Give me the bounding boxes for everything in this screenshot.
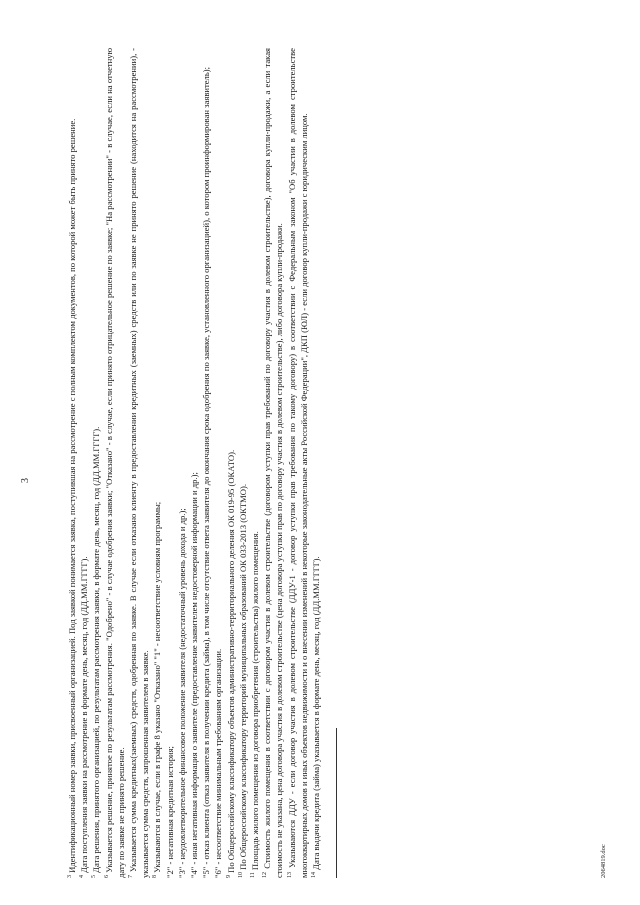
footnote [188,48,200,878]
footnote [103,48,127,878]
footnote [176,48,188,878]
footnote-text: Площадь жилого помещения из договора приобретения (строительства) жилого помещения. [250,531,261,871]
footnote-text: Идентификационный номер заявки, присвоенный организацией. Под заявкой понимается заявка, поступившая на рассмотрение с полным комплектом документов, по которой может быть принято решение. [67,118,77,873]
footnote-mark: 14 [311,872,318,878]
footnote-mark: 11 [250,872,257,878]
footnote [200,48,212,878]
footnote [261,48,285,878]
footnote-mark: 3 [67,875,73,878]
footnote-text: Стоимость жилого помещения в соответствии с договором участия в долевом строительстве (договором уступки прав требований по договору участия в долевом строительстве), договора купли-продажи, а если такая стоимость не указана, цена договора участия в долевом строительстве (цена договора уступки прав по договору участия в долевом строительстве), либо договора купли-продажи. [262,48,285,878]
footnote [310,48,322,878]
footnote-text: Указывается решение, принятое по результатам рассмотрения. "Одобрено" - в случае одобрения заявки; "Отказано" - в случае, если принято отрицательное решение по заявке; "На рассмотрении" - в случае, если на отчетную дату по заявке не принято решение. [103,48,126,878]
footnote-text: Указываются ДДУ - если договор участия в долевом строительстве (ДДУ-1 - договор уступки прав требования по такому договору) в соответствии с Федеральным законом "Об участии в долевом строительстве многоквартирных домов и иных объектов недвижимости и о внесении изменений в некоторые законодательные акты Российской Федерации", ДКП (ЮЛ) - если договор купли-продажи с юридическим лицом. [286,48,309,878]
footnote [164,48,176,878]
footnote [225,48,237,878]
footnote-text: Указывается сумма кредитных(заемных) средств, одобренная по заявке. В случае если отказано клиенту в предоставлении кредитных (заемных) средств или по заявке не принято решение (находится на рассмотрении), - указывается сумма средств, запрошенная заявителем в заявке. [128,48,151,878]
footnote [212,48,224,878]
footnotes [66,48,322,878]
footnote-text: Дата поступления заявки на рассмотрение в формате день, месяц, год (ДД.ММ.ГГГГ). [79,556,90,873]
footnote-mark: 10 [237,872,244,878]
footnote-text: По Общероссийскому классификатору территорий муниципальных образований ОК 033-2013 (ОКТМО). [237,484,248,870]
footnote [66,48,78,878]
footnote-mark: 4 [79,875,86,878]
footnote-text: Дата решения, принятого организацией, по результатам рассмотрения заявки, в формате день, месяц, год (ДД.ММ.ГГГГ). [91,426,102,873]
footnote [286,48,310,878]
footnote-text: Указываются в случае, если в графе 8 указано "Отказано" "1" - несоответствие условиям программы; [152,501,163,873]
footnote-text: По Общероссийскому классификатору объектов административно-территориального деления ОК 019-95 (ОКАТО). [225,449,236,873]
footnote-mark: 8 [152,875,159,878]
footnote-mark: 5 [91,875,98,878]
footnote-mark: 12 [262,872,269,878]
footnote-text: "2" - негативная кредитная история; [164,746,175,878]
footnote-text: Дата выдачи кредита (займа) указывается в формате день, месяц, год (ДД.ММ.ГГГГ). [311,556,322,870]
footnote-text: "6" - несоответствие минимальным требованиям организации. [213,648,224,878]
footnote-separator [336,728,337,878]
page-number: 3 [20,478,31,483]
footnote-mark: 13 [286,872,293,878]
footnote-text: "5" - отказ клиента (отказ заявителя в получении кредита (займа), в том числе отсутствие ответа заявителя до окончания срока одобрения по заявке, установленного организацией), о котором проинформирован заявитель); [201,66,212,878]
footnote-text: "3" - неудовлетворительное финансовое положение заявителя (недостаточный уровень дохода и др.); [176,508,187,878]
footnote [78,48,90,878]
footnote-text: "4" - иная негативная информация о заявителе (предоставление заявителем недостоверной информации и др.); [189,472,200,878]
footnote-mark: 6 [103,875,110,878]
footnote [151,48,163,878]
footnote [90,48,102,878]
rotated-content [22,48,612,878]
footnote [249,48,261,878]
file-code: 2064819.doc [600,844,607,878]
footnote [237,48,249,878]
footnote-mark: 9 [225,875,232,878]
footnote-mark: 7 [128,875,135,878]
footnote [127,48,151,878]
